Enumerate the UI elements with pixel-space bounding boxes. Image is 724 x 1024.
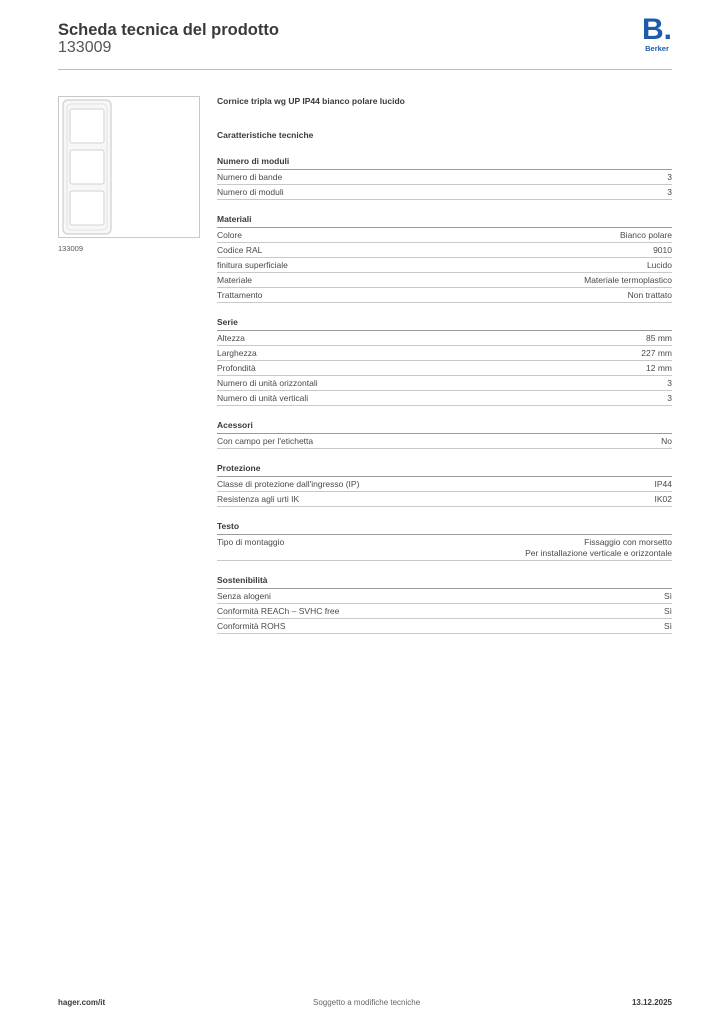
spec-row bbox=[217, 535, 672, 561]
spec-label: Altezza bbox=[217, 332, 245, 343]
spec-value-line: No bbox=[661, 435, 672, 446]
spec-value-line: Lucido bbox=[646, 259, 672, 270]
spec-value bbox=[664, 606, 672, 617]
spec-value bbox=[620, 230, 672, 241]
spec-section bbox=[217, 574, 672, 634]
spec-label: Numero di unità verticali bbox=[217, 392, 309, 403]
spec-label: Conformità ROHS bbox=[217, 620, 286, 631]
spec-value-line: Fissaggio con morsetto bbox=[584, 536, 672, 547]
spec-value-line: 3 bbox=[667, 171, 672, 182]
spec-row bbox=[217, 477, 672, 492]
section-title: Protezione bbox=[217, 462, 672, 477]
spec-value-line: Per installazione verticale e orizzontale bbox=[525, 547, 672, 558]
spec-value bbox=[641, 348, 672, 359]
spec-row bbox=[217, 434, 672, 449]
section-title: Numero di moduli bbox=[217, 155, 672, 170]
spec-value bbox=[584, 275, 672, 286]
image-caption: 133009 bbox=[58, 244, 84, 253]
spec-value-line: Non trattato bbox=[627, 289, 672, 300]
footer-website: hager.com/it bbox=[58, 998, 106, 1007]
spec-row bbox=[217, 604, 672, 619]
spec-value bbox=[667, 187, 672, 198]
spec-label: Profondità bbox=[217, 362, 256, 373]
tech-title: Caratteristiche tecniche bbox=[217, 130, 314, 140]
spec-row bbox=[217, 228, 672, 243]
spec-row bbox=[217, 170, 672, 185]
spec-value-line: 227 mm bbox=[641, 347, 672, 358]
section-title: Acessori bbox=[217, 419, 672, 434]
spec-label: Classe di protezione dall'ingresso (IP) bbox=[217, 478, 360, 489]
spec-value bbox=[664, 621, 672, 632]
spec-label: Conformità REACh – SVHC free bbox=[217, 605, 340, 616]
spec-label: Tipo di montaggio bbox=[217, 536, 285, 547]
spec-value bbox=[655, 479, 673, 490]
page-title: Scheda tecnica del prodotto bbox=[58, 21, 279, 39]
section-title: Sostenibilità bbox=[217, 574, 672, 589]
spec-value-line: IP44 bbox=[654, 478, 672, 489]
spec-value bbox=[667, 378, 672, 389]
product-name: Cornice tripla wg UP IP44 bianco polare lucido bbox=[217, 96, 405, 106]
spec-label: Numero di unità orizzontali bbox=[217, 377, 318, 388]
spec-label: finitura superficiale bbox=[217, 259, 288, 270]
spec-label: Numero di moduli bbox=[217, 186, 284, 197]
section-title: Materiali bbox=[217, 213, 672, 228]
spec-label: Materiale bbox=[217, 274, 252, 285]
spec-value bbox=[655, 494, 673, 505]
spec-value-line: 12 mm bbox=[646, 362, 672, 373]
spec-row bbox=[217, 619, 672, 634]
spec-label: Colore bbox=[217, 229, 243, 240]
spec-value bbox=[525, 537, 672, 559]
spec-value-line: Sì bbox=[663, 605, 672, 616]
spec-value-line: 9010 bbox=[653, 244, 672, 255]
spec-row bbox=[217, 376, 672, 391]
spec-value-line: 3 bbox=[667, 392, 672, 403]
product-code: 133009 bbox=[58, 39, 112, 56]
spec-value bbox=[628, 290, 672, 301]
spec-content bbox=[217, 96, 672, 647]
spec-row bbox=[217, 589, 672, 604]
header-divider bbox=[58, 69, 672, 70]
spec-row bbox=[217, 288, 672, 303]
spec-row bbox=[217, 361, 672, 376]
spec-section bbox=[217, 462, 672, 507]
berker-logo bbox=[640, 13, 674, 53]
spec-row bbox=[217, 346, 672, 361]
spec-sections bbox=[217, 155, 672, 634]
spec-row bbox=[217, 331, 672, 346]
spec-section bbox=[217, 316, 672, 406]
spec-section bbox=[217, 213, 672, 303]
spec-label: Trattamento bbox=[217, 289, 263, 300]
spec-value-line: IK02 bbox=[654, 493, 672, 504]
spec-section bbox=[217, 520, 672, 561]
product-image bbox=[58, 96, 200, 238]
spec-value-line: Materiale termoplastico bbox=[584, 274, 672, 285]
spec-label: Senza alogeni bbox=[217, 590, 271, 601]
spec-row bbox=[217, 391, 672, 406]
spec-section bbox=[217, 419, 672, 449]
spec-value bbox=[647, 260, 672, 271]
spec-value bbox=[646, 363, 672, 374]
spec-value bbox=[646, 333, 672, 344]
frame-illustration bbox=[59, 97, 199, 237]
spec-value bbox=[667, 393, 672, 404]
spec-row bbox=[217, 185, 672, 200]
spec-value bbox=[667, 172, 672, 183]
spec-label: Larghezza bbox=[217, 347, 257, 358]
spec-value bbox=[664, 591, 672, 602]
section-title: Testo bbox=[217, 520, 672, 535]
spec-value-line: 3 bbox=[667, 377, 672, 388]
spec-value-line: 3 bbox=[667, 186, 672, 197]
spec-value bbox=[661, 436, 672, 447]
spec-row bbox=[217, 492, 672, 507]
spec-label: Numero di bande bbox=[217, 171, 283, 182]
logo-mark: B. bbox=[642, 13, 672, 46]
spec-value bbox=[653, 245, 672, 256]
spec-row bbox=[217, 258, 672, 273]
spec-label: Codice RAL bbox=[217, 244, 263, 255]
spec-value-line: Bianco polare bbox=[620, 229, 672, 240]
spec-value-line: Sì bbox=[663, 620, 672, 631]
section-title: Serie bbox=[217, 316, 672, 331]
spec-label: Resistenza agli urti IK bbox=[217, 493, 300, 504]
spec-label: Con campo per l'etichetta bbox=[217, 435, 314, 446]
spec-value-line: 85 mm bbox=[646, 332, 672, 343]
spec-section bbox=[217, 155, 672, 200]
spec-value-line: Sì bbox=[663, 590, 672, 601]
logo-word: Berker bbox=[645, 44, 669, 53]
footer-date: 13.12.2025 bbox=[631, 998, 672, 1007]
spec-row bbox=[217, 273, 672, 288]
footer-note: Soggetto a modifiche tecniche bbox=[313, 998, 421, 1007]
spec-row bbox=[217, 243, 672, 258]
